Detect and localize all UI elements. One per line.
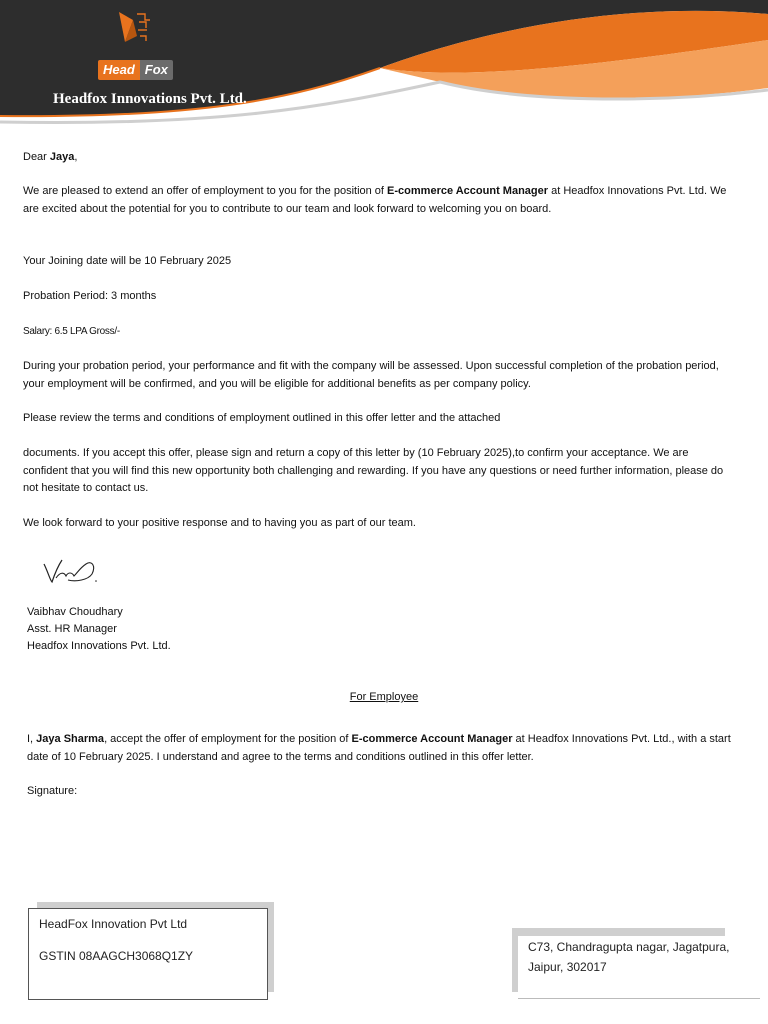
signature-label: Signature: [27, 785, 78, 797]
closing-paragraph: We look forward to your positive response and to having you as part of our team. [23, 517, 416, 529]
greeting-suffix: , [74, 151, 78, 163]
footer-gstin: GSTIN 08AAGCH3068Q1ZY [39, 949, 194, 963]
logo-fox-text: Fox [140, 60, 173, 80]
footer-address-box [518, 936, 760, 999]
acceptance-text-1: I, [27, 733, 37, 745]
fox-logo-icon [113, 8, 153, 48]
intro-text-2: at Headfox Innovations Pvt. Ltd. We are excited about the potential for you to contribute to our team and look forward to welcoming you on board. [23, 185, 727, 215]
greeting [23, 149, 735, 167]
joining-date: Your Joining date will be 10 February 2025 [23, 255, 232, 267]
probation-period: Probation Period: 3 months [23, 290, 157, 302]
greeting-prefix: Dear [23, 151, 50, 163]
company-name-header: Headfox Innovations Pvt. Ltd. [53, 91, 247, 107]
footer-company-name: HeadFox Innovation Pvt Ltd [39, 917, 188, 931]
acceptance-text-3: at Headfox Innovations Pvt. Ltd., with a start date of 10 February 2025. I understand and agree to the terms and conditions outlined in this offer letter. [27, 733, 731, 763]
signatory-company: Headfox Innovations Pvt. Ltd. [27, 640, 171, 652]
headfox-logo [98, 60, 173, 80]
salary: Salary: 6.5 LPA Gross/- [23, 326, 120, 337]
signatory-name: Vaibhav Choudhary [27, 606, 123, 618]
letterhead-header [0, 0, 768, 140]
logo-head-text: Head [98, 60, 140, 80]
probation-paragraph: During your probation period, your performance and fit with the company will be assessed. Upon successful completion of the probation period, your employment will be confirmed, and you will be eligible for additional benefits as per company policy. [23, 360, 719, 390]
greeting-name: Jaya [49, 151, 75, 163]
footer-address-line2: Jaipur, 302017 [528, 960, 607, 974]
acceptance-paragraph [27, 731, 739, 766]
review-paragraph: Please review the terms and conditions of employment outlined in this offer letter and the attached [23, 412, 501, 424]
intro-paragraph [23, 183, 735, 218]
signatory-title: Asst. HR Manager [27, 623, 117, 635]
employee-name: Jaya Sharma [36, 733, 105, 745]
documents-paragraph: documents. If you accept this offer, please sign and return a copy of this letter by (10 February 2025),to confirm your acceptance. We are confident that you will find this new opportunity both challenging and rewarding. If you have any questions or need further information, please do not hesitate to contact us. [23, 447, 724, 494]
intro-position: E-commerce Account Manager [387, 185, 549, 197]
acceptance-text-2: , accept the offer of employment for the position of [104, 733, 352, 745]
intro-text-1: We are pleased to extend an offer of employment to you for the position of [23, 185, 388, 197]
hr-signature [40, 550, 100, 590]
acceptance-position: E-commerce Account Manager [351, 733, 513, 745]
for-employee-heading: For Employee [349, 691, 419, 703]
footer-company-box [28, 908, 268, 1000]
footer-address-line1: C73, Chandragupta nagar, Jagatpura, [528, 940, 730, 954]
